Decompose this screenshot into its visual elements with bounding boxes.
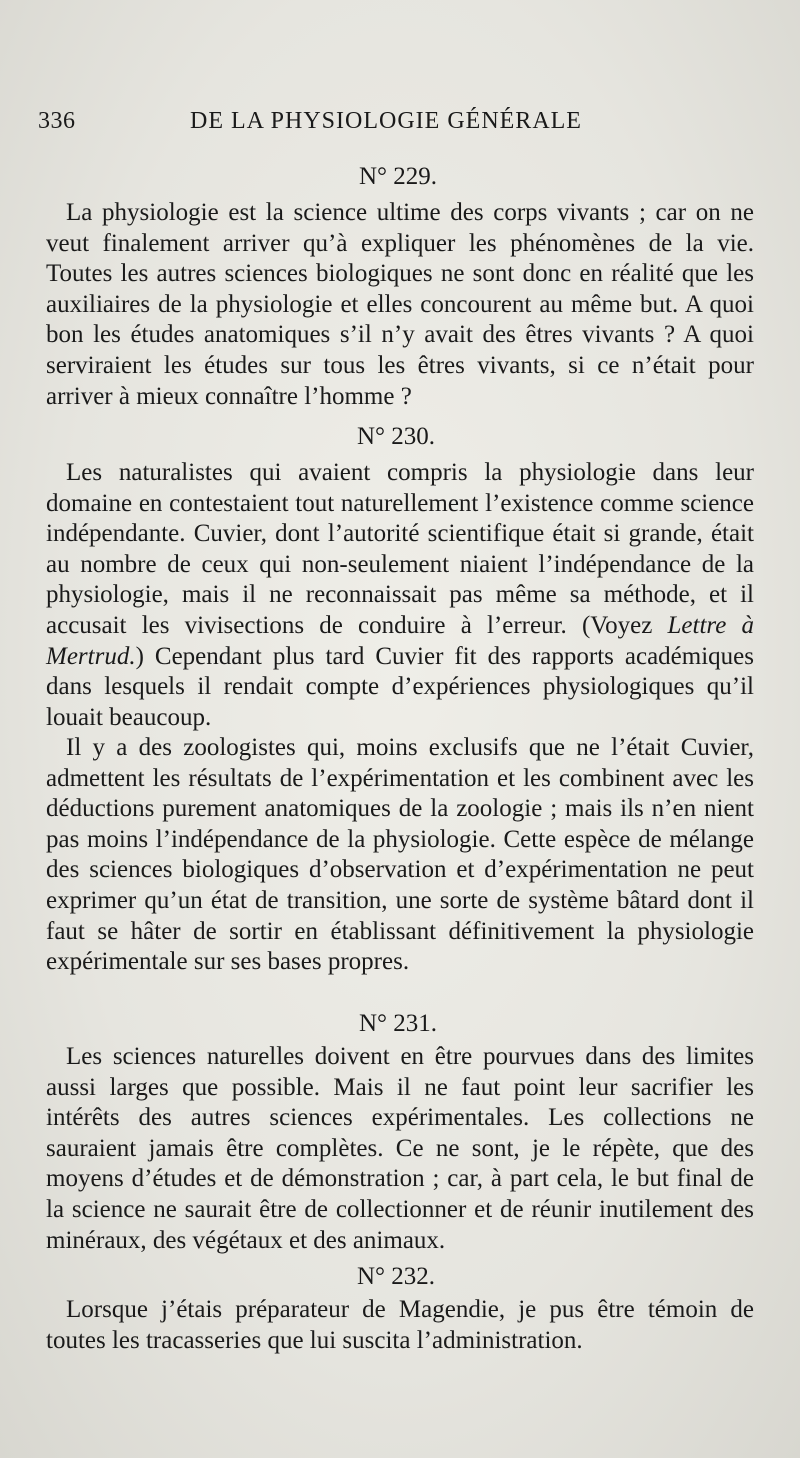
paragraph-230-2 — [46, 733, 754, 978]
section-heading-229: N° 229. — [358, 163, 438, 190]
section-heading-230: N° 230. — [356, 423, 436, 450]
paragraph-text: Il y a des zoologistes qui, moins exclusifs que ne l’était Cuvier, admettent les résultats de l’expérimentation et les combinent avec les déductions purement anatomiques de la zoologie ; mais ils n’en nient pas moins l’indépendance de la physiologie. Cette espèce de mélange des sciences biologiques d’observation et d’expérimentation ne peut exprimer qu’un état de transition, une sorte de système bâtard dont il faut se hâter de sortir en établissant définitivement la physiologie expérimentale sur ses bases propres. — [46, 734, 754, 976]
paragraph-text: Les sciences naturelles doivent en être pourvues dans des limites aussi larges que possible. Mais il ne faut point leur sacrifier les intérêts des autres sciences expérimentales. Les collections ne sauraient jamais être complètes. Ce ne sont, je le répète, que des moyens d’études et de démonstration ; car, à part cela, le but final de la science ne saurait être de collectionner et de réunir inutilement des minéraux, des végétaux et des animaux. — [46, 1043, 754, 1254]
paragraph-232-1 — [46, 1295, 754, 1356]
page-number: 336 — [38, 108, 76, 134]
paragraph-230-1 — [46, 458, 754, 733]
paragraph-231-1 — [46, 1042, 754, 1256]
paragraph-text-before: Les naturalistes qui avaient compris la physiologie dans leur domaine en contestaient tout naturellement l’existence comme science indépendante. Cuvier, dont l’autorité scientifique était si grande, était au nombre de ceux qui non-seulement niaient l’indépendance de la physiologie, mais il ne reconnaissait pas même sa méthode, et il accusait les vivisections de conduire à l’erreur. (Voyez — [46, 459, 754, 639]
section-heading-231: N° 231. — [358, 1010, 438, 1037]
running-title: DE LA PHYSIOLOGIE GÉNÉRALE — [190, 108, 582, 134]
paragraph-229-1 — [46, 198, 754, 412]
paragraph-text: La physiologie est la science ultime des corps vivants ; car on ne veut finalement arriver qu’à expliquer les phénomènes de la vie. Toutes les autres sciences biologiques ne sont donc en réalité que les auxiliaires de la physiologie et elles concourent au même but. A quoi bon les études anatomiques s’il n’y avait des êtres vivants ? A quoi serviraient les études sur tous les êtres vivants, si ce n’était pour arriver à mieux connaître l’homme ? — [46, 199, 754, 410]
section-heading-232: N° 232. — [356, 1263, 436, 1290]
paragraph-text-after: ) Cependant plus tard Cuvier fit des rapports académiques dans lesquels il rendait compte d’expériences physiologiques qu’il louait beaucoup. — [46, 642, 754, 731]
paragraph-text: Lorsque j’étais préparateur de Magendie, je pus être témoin de toutes les tracasseries que lui suscita l’administration. — [46, 1296, 754, 1354]
cited-work-title: Lettre à Mertrud. — [46, 611, 754, 670]
running-header — [38, 108, 613, 148]
